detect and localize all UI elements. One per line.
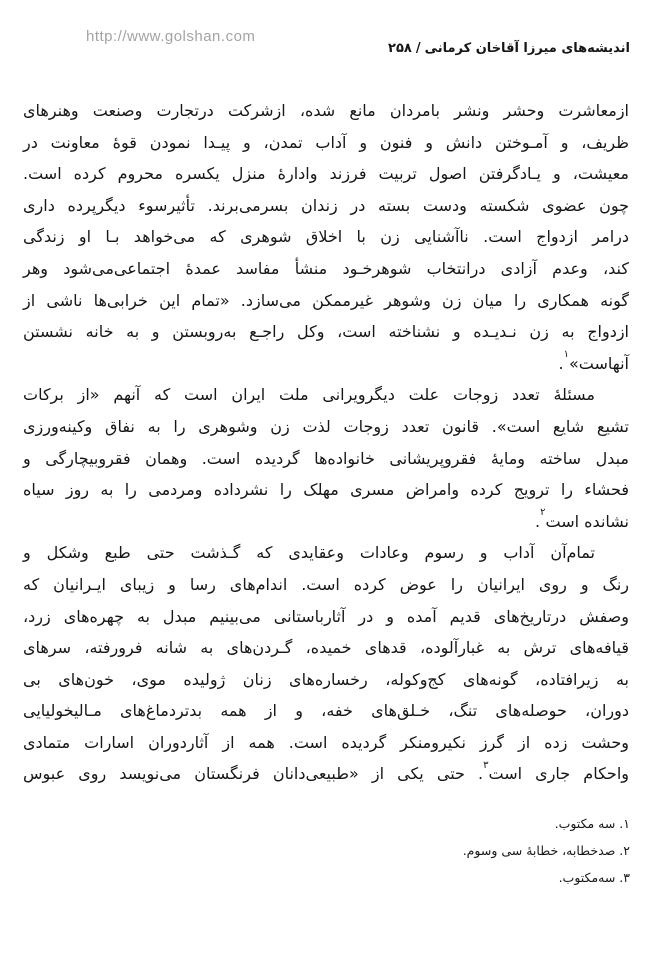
page-header xyxy=(388,41,630,56)
body-line: فحشاء را ترویج کرده وامراض مسری مهلک را نشرداده ومردمی را به روز سیاه xyxy=(23,480,629,500)
body-line: دوران، حوصله‌های تنگ، خـلق‌های خفه، و از همه بدتردماغ‌های مـالیخولیایی xyxy=(23,701,629,721)
body-line xyxy=(23,348,629,380)
line-text: واحکام جاری است xyxy=(488,764,629,784)
body-line: مسئلهٔ تعدد زوجات علت دیگرویرانی ملت ایران است که آنهم «از برکات xyxy=(23,385,595,405)
body-line: گونه همکاری را میان زن وشوهر غیرممکن می‌سازد. «تمام این خرابی‌ها ناشی از xyxy=(23,290,629,310)
line-text: آنهاست» xyxy=(568,353,629,373)
line-text: . حتی یکی از «طبیعی‌دانان فرنگستان می‌نویسد روی عبوس xyxy=(23,764,484,784)
body-line: معیشت، و یـادگرفتن اصول تربیت فرزند وادارهٔ منزل یکسره محروم کرده است. xyxy=(23,164,629,184)
body-line: رنگ و روی ایرانیان را عوض کرده است. اندام‌های رسا و زیبای ایـرانیان که xyxy=(23,574,629,594)
footnote-marker: ۳ xyxy=(483,760,489,772)
body-line xyxy=(23,758,629,790)
footnote: ۳. سه‌مکتوب. xyxy=(558,870,630,885)
line-text: نشانده است xyxy=(545,511,629,531)
page-number: ۲۵۸ xyxy=(388,41,412,56)
footnote: ۲. صدخطابه، خطابهٔ سی وسوم. xyxy=(462,843,630,858)
header-separator: / xyxy=(415,41,421,56)
footnote: ۱. سه مکتوب. xyxy=(554,816,630,831)
body-line: تشیع شایع است». قانون تعدد زوجات لذت زن وشوهری را به نفاق وکینه‌ورزی xyxy=(23,416,629,436)
body-line: تمام‌آن آداب و رسوم وعادات وعقایدی که گـذشت حتی طبع وشکل و xyxy=(23,543,595,563)
body-line: وحشت زده از گرز نکیرومنکر گردیده است. همه از آثاردوران اسارات متمادی xyxy=(23,732,629,752)
body-line: کند، وعدم آزادی درانتخاب شوهرخـود منشأ مفاسد عمدهٔ اجتماعی‌می‌شود وهر xyxy=(23,258,629,278)
body-line: درامر ازدواج است. ناآشنایی زن با اخلاق شوهری که می‌خواهد بـا او زندگی xyxy=(23,227,629,247)
body-line xyxy=(23,506,629,538)
footnote-marker: ۲ xyxy=(540,507,546,519)
body-line: وصفش درتاریخ‌های قدیم آمده و در آثارباستانی می‌بینیم مبدل به چهره‌های زرد، xyxy=(23,606,629,626)
footnotes xyxy=(23,810,630,891)
body-line: ازدواج به زن نـدیـده و نشناخته است، وکل راجـع به‌روبستن و به خانه نشستن xyxy=(23,322,629,342)
body-line: به زیرافتاده، گونه‌های کج‌وکوله، رخساره‌های زنان ژولیده موی، خون‌های بی‌ xyxy=(23,669,629,689)
footnote-marker: ۱ xyxy=(563,349,569,361)
book-title: اندیشه‌های میرزا آقاخان کرمانی xyxy=(424,41,630,56)
body-line: مبدل ساخته ومایهٔ فقروپریشانی خانواده‌ها گردیده است. وهمان فقروبیچارگی و xyxy=(23,448,629,468)
body-line: قیافه‌های ترش به غبارآلوده، قدهای خمیده، گـردن‌های به شانه فرورفته، سرهای xyxy=(23,638,629,658)
body-line: ازمعاشرت وحشر ونشر بامردان مانع شده، ازشرکت درتجارت وصنعت وهنرهای xyxy=(23,101,629,120)
body-line: ظریف، و آمـوختن دانش و فنون و آداب تمدن، و پیـدا نمودن قوهٔ معاونت در xyxy=(23,132,629,152)
line-text: . xyxy=(558,353,564,373)
body-text xyxy=(23,95,629,790)
watermark-url: http://www.golshan.com xyxy=(86,28,256,45)
body-line: چون عضوی شکسته ودست بسته در زندان بسرمی‌برند. تأثیرسوء دیگرپرده داری xyxy=(23,195,629,215)
line-text: . xyxy=(535,511,541,531)
